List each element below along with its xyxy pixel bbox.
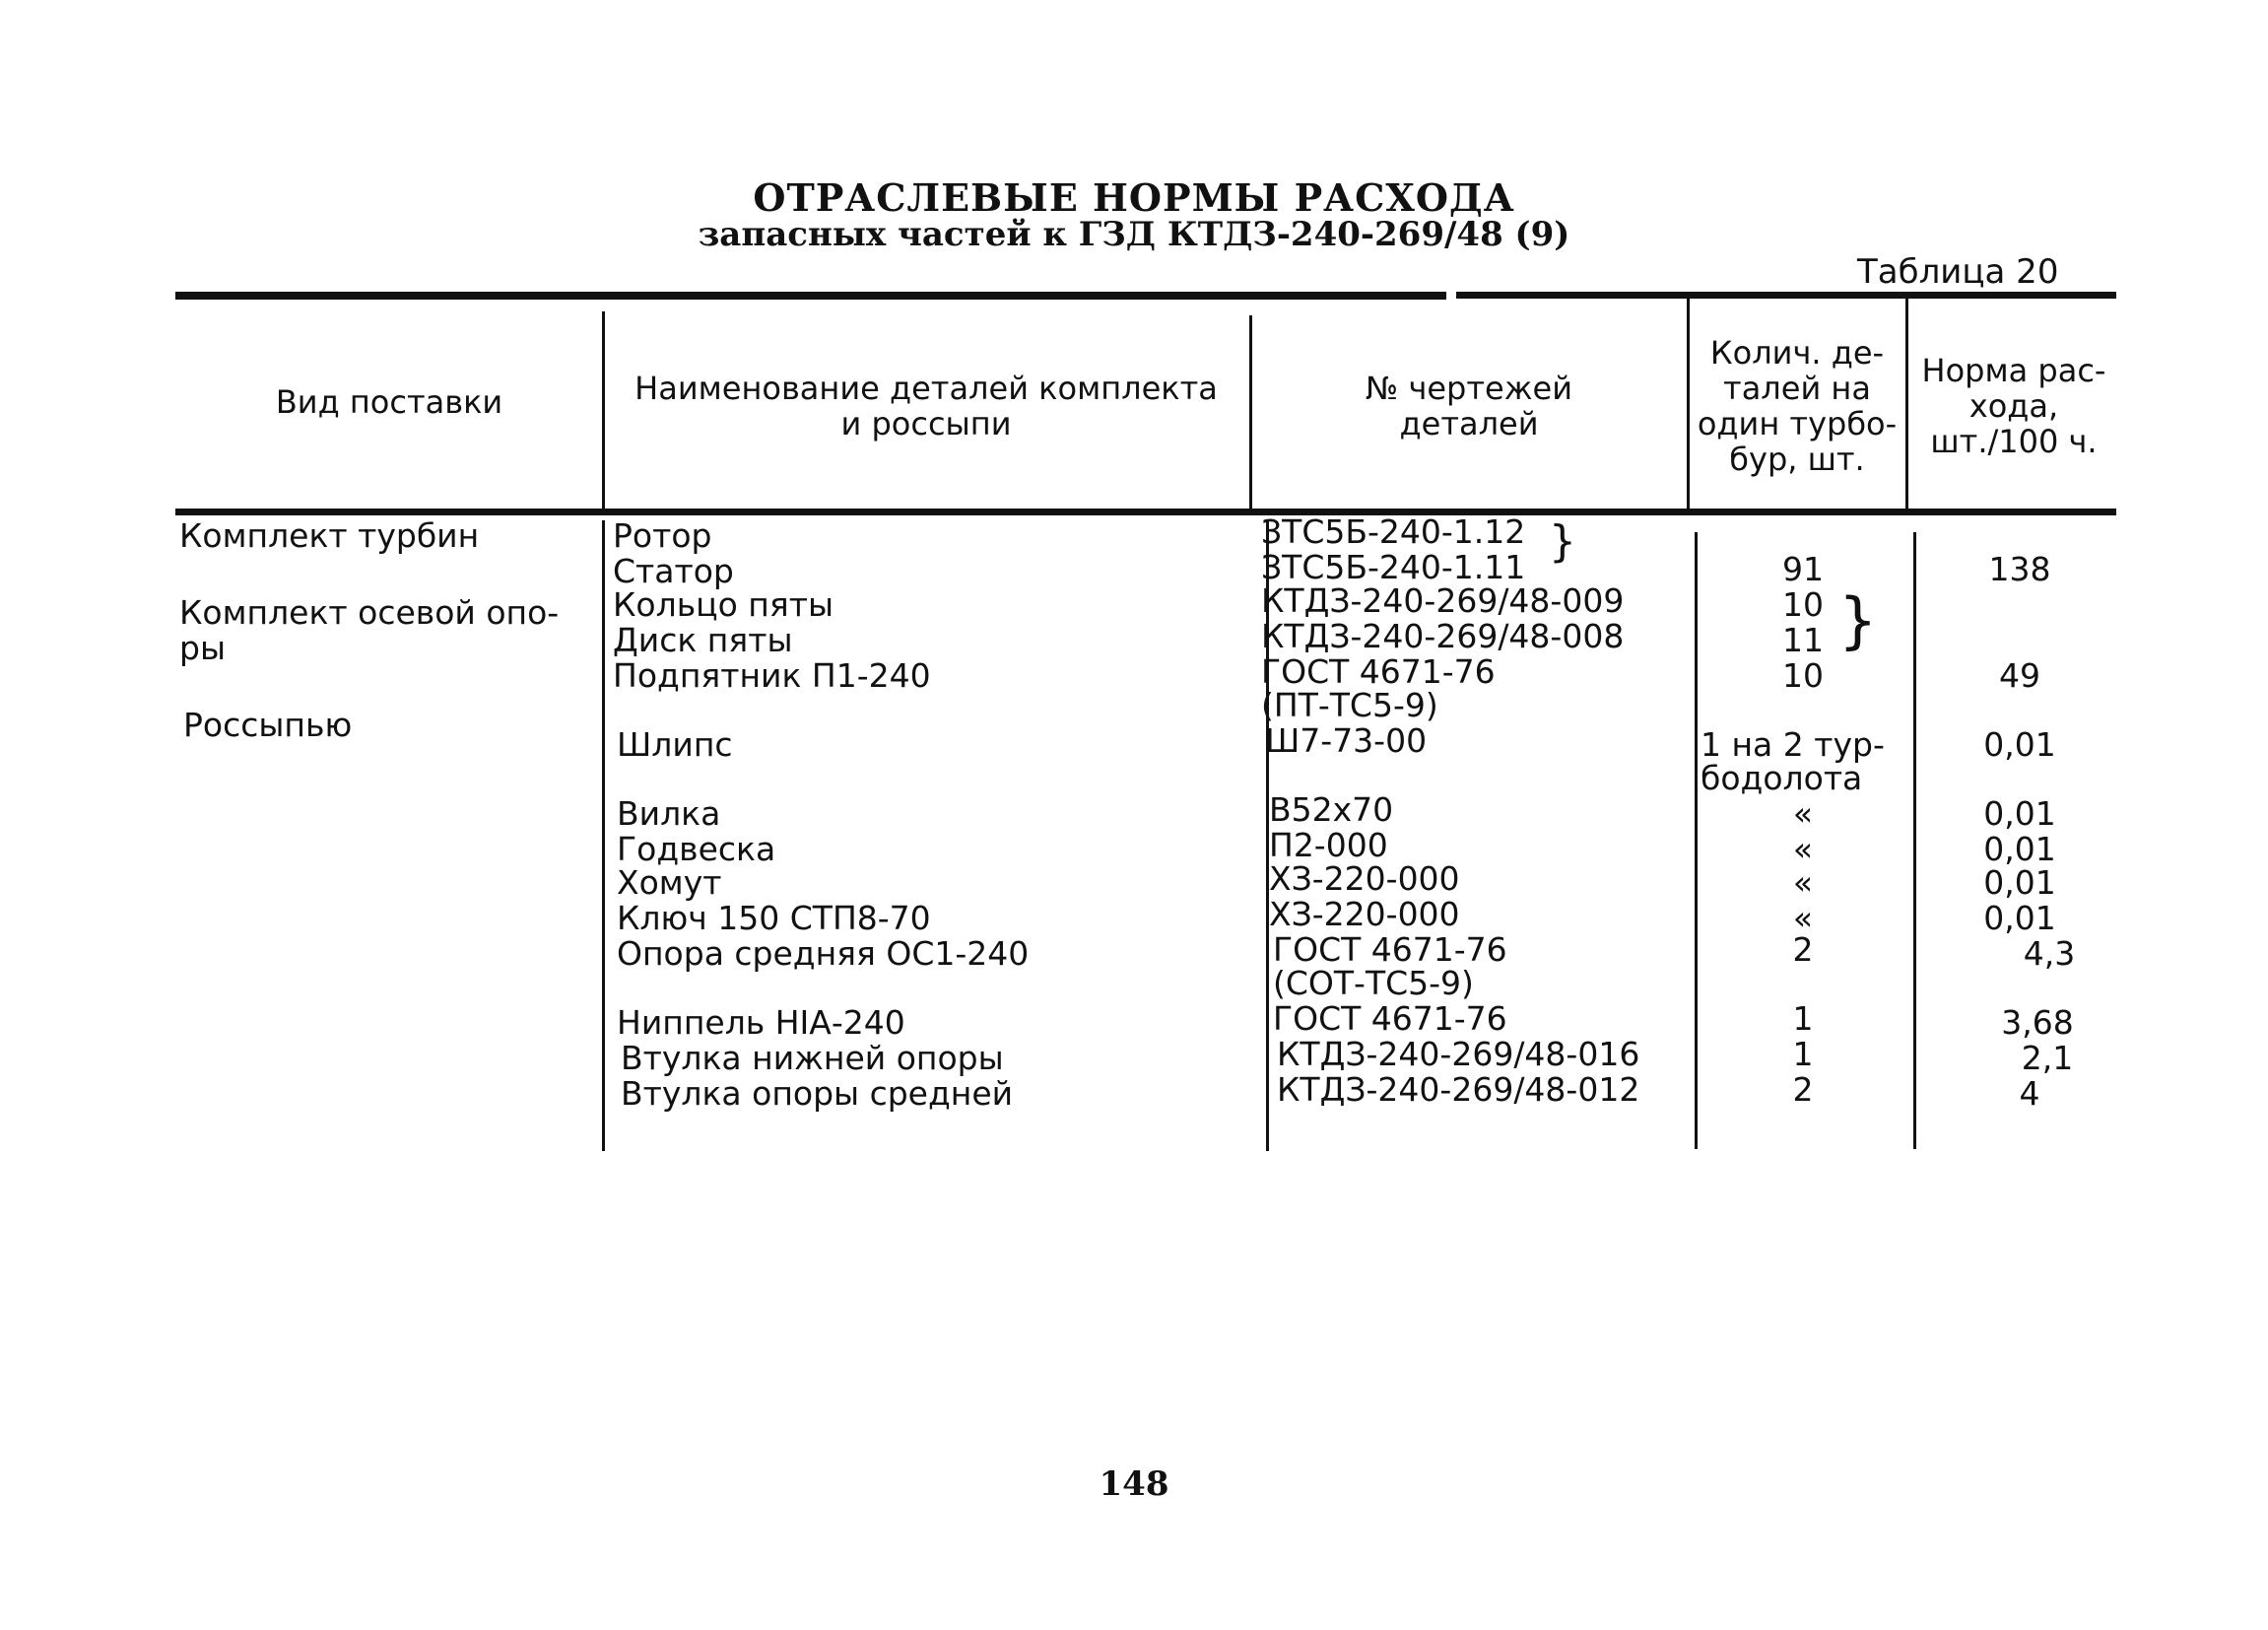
- part-name: Хомут: [617, 863, 722, 902]
- quantity: 2: [1792, 1070, 1814, 1109]
- header-quantity: Колич. де- талей на один турбо- бур, шт.: [1697, 334, 1898, 478]
- quantity: 1 на 2 тур-: [1701, 725, 1885, 764]
- norm: 0,01: [1983, 725, 2056, 764]
- brace-rotor-stator: }: [1549, 516, 1576, 567]
- drawing-number: КТДЗ-240-269/48-016: [1277, 1035, 1640, 1073]
- document-subtitle: запасных частей к ГЗД КТДЗ-240-269/48 (9): [698, 215, 1570, 254]
- brace-axial-set: }: [1838, 584, 1878, 656]
- part-name: Кольцо пяты: [613, 585, 834, 624]
- quantity: «: [1792, 863, 1814, 902]
- drawing-number: КТДЗ-240-269/48-008: [1261, 617, 1625, 655]
- drawing-number: ЗТС5Б-240-1.11: [1261, 548, 1526, 586]
- quantity-disk: 11: [1782, 621, 1824, 659]
- supply-type-loose: Россыпью: [183, 706, 353, 744]
- drawing-number: ХЗ-220-000: [1269, 895, 1460, 933]
- drawing-number: Ш7-73-00: [1265, 721, 1428, 760]
- norm: 0,01: [1983, 863, 2056, 902]
- supply-type-axial-support-cont: ры: [179, 629, 227, 667]
- header-bottom-rule: [175, 509, 2116, 515]
- drawing-number: В52х70: [1269, 790, 1394, 829]
- top-rule-left: [175, 292, 1446, 300]
- part-name: Годвеска: [617, 830, 776, 868]
- norm: 3,68: [2001, 1003, 2074, 1042]
- norm-turbine-set: 138: [1988, 550, 2051, 588]
- part-name: Ротор: [613, 516, 712, 555]
- drawing-number: П2-000: [1269, 826, 1388, 864]
- part-name: Диск пяты: [613, 621, 793, 659]
- part-name: Втулка нижней опоры: [621, 1039, 1004, 1077]
- supply-type-axial-support: Комплект осевой опо-: [179, 593, 560, 632]
- drawing-number: КТДЗ-240-269/48-009: [1261, 581, 1625, 620]
- part-name: Вилка: [617, 794, 721, 833]
- quantity: 1: [1792, 999, 1814, 1038]
- header-divider-4: [1905, 296, 1908, 509]
- drawing-number: КТДЗ-240-269/48-012: [1277, 1070, 1640, 1109]
- drawing-number: ГОСТ 4671-76: [1273, 930, 1507, 969]
- norm: 0,01: [1983, 794, 2056, 833]
- quantity-rotor-stator: 91: [1782, 550, 1824, 588]
- norm: 0,01: [1983, 830, 2056, 868]
- drawing-number: ЗТС5Б-240-1.12: [1261, 512, 1526, 551]
- header-divider-2: [1249, 315, 1252, 509]
- norm: 4: [2019, 1074, 2040, 1113]
- quantity: «: [1792, 830, 1814, 868]
- header-part-name: Наименование деталей комплекта и россыпи: [634, 370, 1218, 442]
- drawing-number-cont: (ПТ-ТС5-9): [1261, 686, 1438, 724]
- table-label: Таблица 20: [1857, 252, 2059, 292]
- header-divider-1: [602, 311, 605, 509]
- norm-axial-set: 49: [1999, 656, 2040, 695]
- part-name: Опора средняя ОС1-240: [617, 934, 1030, 973]
- quantity: «: [1792, 794, 1814, 833]
- drawing-number: ГОСТ 4671-76: [1273, 999, 1507, 1038]
- quantity: «: [1792, 899, 1814, 937]
- norm: 4,3: [2023, 934, 2076, 973]
- quantity-ring: 10: [1782, 585, 1824, 624]
- norm: 0,01: [1983, 899, 2056, 937]
- part-name: Ключ 150 СТП8-70: [617, 899, 931, 937]
- part-name: Втулка опоры средней: [621, 1074, 1014, 1113]
- quantity: 2: [1792, 930, 1814, 969]
- header-supply-type: Вид поставки: [275, 383, 503, 421]
- part-name: Статор: [613, 552, 734, 590]
- drawing-number: ГОСТ 4671-76: [1261, 652, 1496, 691]
- norm: 2,1: [2021, 1039, 2074, 1077]
- page-number: 148: [1099, 1464, 1169, 1504]
- body-divider-3: [1695, 532, 1698, 1149]
- quantity-bearing: 10: [1782, 656, 1824, 695]
- drawing-number-cont: (СОТ-ТС5-9): [1273, 964, 1474, 1002]
- header-divider-3: [1687, 296, 1690, 509]
- supply-type-turbine-set: Комплект турбин: [179, 516, 480, 555]
- body-divider-4: [1913, 532, 1916, 1149]
- document-title: ОТРАСЛЕВЫЕ НОРМЫ РАСХОДА: [753, 175, 1515, 220]
- quantity-cont: бодолота: [1701, 759, 1863, 797]
- quantity: 1: [1792, 1035, 1814, 1073]
- body-divider-1: [602, 520, 605, 1151]
- part-name: Подпятник П1-240: [613, 656, 931, 695]
- drawing-number: ХЗ-220-000: [1269, 859, 1460, 898]
- part-name: Ниппель НIА-240: [617, 1003, 905, 1042]
- top-rule-right: [1456, 292, 2116, 299]
- header-drawing-number: № чертежей деталей: [1366, 370, 1572, 442]
- part-name: Шлипс: [617, 725, 733, 764]
- header-norm: Норма рас- хода, шт./100 ч.: [1921, 352, 2106, 460]
